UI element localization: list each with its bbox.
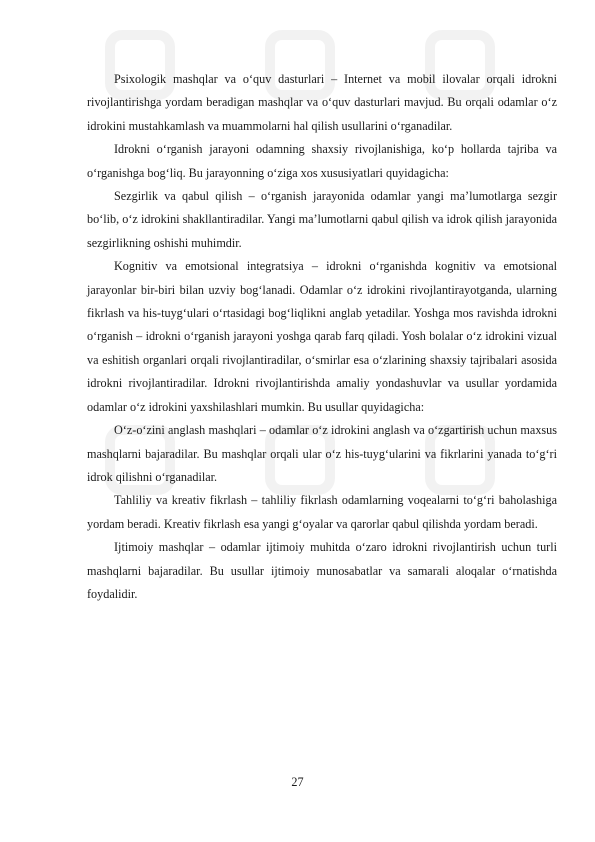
paragraph-oz-ozini-anglash: O‘z-o‘zini anglash mashqlari – odamlar o‘z idrokini anglash va o‘zgartirish uchun maxsus mashqlarni bajaradilar. Bu mashqlar orqali ular o‘z his-tuyg‘ularini va fikrlarini yanada to‘g‘ri idrok qilishni o‘rganadilar.: [87, 423, 557, 484]
paragraph-psixologik-mashqlar: Psixologik mashqlar va o‘quv dasturlari – Internet va mobil ilovalar orqali idrokni rivojlantirishga yordam beradigan mashqlar va o‘quv dasturlari mavjud. Bu orqali odamlar o‘z idrokini mustahkamlash va muammolarni hal qilish usullarini o‘rganadilar.: [87, 72, 557, 133]
paragraph-idrokni-organish: Idrokni o‘rganish jarayoni odamning shaxsiy rivojlanishiga, ko‘p hollarda tajriba va o‘rganishga bog‘liq. Bu jarayonning o‘ziga xos xususiyatlari quyidagicha:: [87, 142, 557, 180]
paragraph-kognitiv-integratsiya: Kognitiv va emotsional integratsiya – idrokni o‘rganishda kognitiv va emotsional jarayonlar bir-biri bilan uzviy bog‘lanadi. Odamlar o‘z idrokini rivojlantirayotganda, ularning fikrlash va his-tuyg‘ulari o‘rtasidagi bog‘liqlikni anglab yetadilar. Yoshga mos ravishda idrokni o‘rganish – idrokni o‘rganish jarayoni yoshga qarab farq qiladi. Yosh bolalar o‘z idrokini vizual va eshitish organlari orqali rivojlantiradilar, o‘smirlar esa o‘zlarining shaxsiy tajribalari asosida idrokni rivojlantiradilar. Idrokni rivojlantirishda amaliy yondashuvlar va usullar yordamida odamlar o‘z idrokini yaxshilashlari mumkin. Bu usullar quyidagicha:: [87, 259, 557, 414]
paragraph-tahliliy-kreativ: Tahliliy va kreativ fikrlash – tahliliy fikrlash odamlarning voqealarni to‘g‘ri baholashiga yordam beradi. Kreativ fikrlash esa yangi g‘oyalar va qarorlar qabul qilishda yordam beradi.: [87, 493, 557, 531]
page-number: 27: [291, 775, 304, 789]
body-text: [87, 68, 557, 606]
paragraph-sezgirlik: Sezgirlik va qabul qilish – o‘rganish jarayonida odamlar yangi ma’lumotlarga sezgir bo‘lib, o‘z idrokini shakllantiradilar. Yangi ma’lumotlarni qabul qilish va idrok qilish jarayonida sezgirlikning oshishi muhimdir.: [87, 189, 557, 250]
paragraph-ijtimoiy-mashqlar: Ijtimoiy mashqlar – odamlar ijtimoiy muhitda o‘zaro idrokni rivojlantirish uchun turli mashqlarni bajaradilar. Bu usullar ijtimoiy munosabatlar va samarali aloqalar o‘rnatishda foydalidir.: [87, 540, 557, 601]
